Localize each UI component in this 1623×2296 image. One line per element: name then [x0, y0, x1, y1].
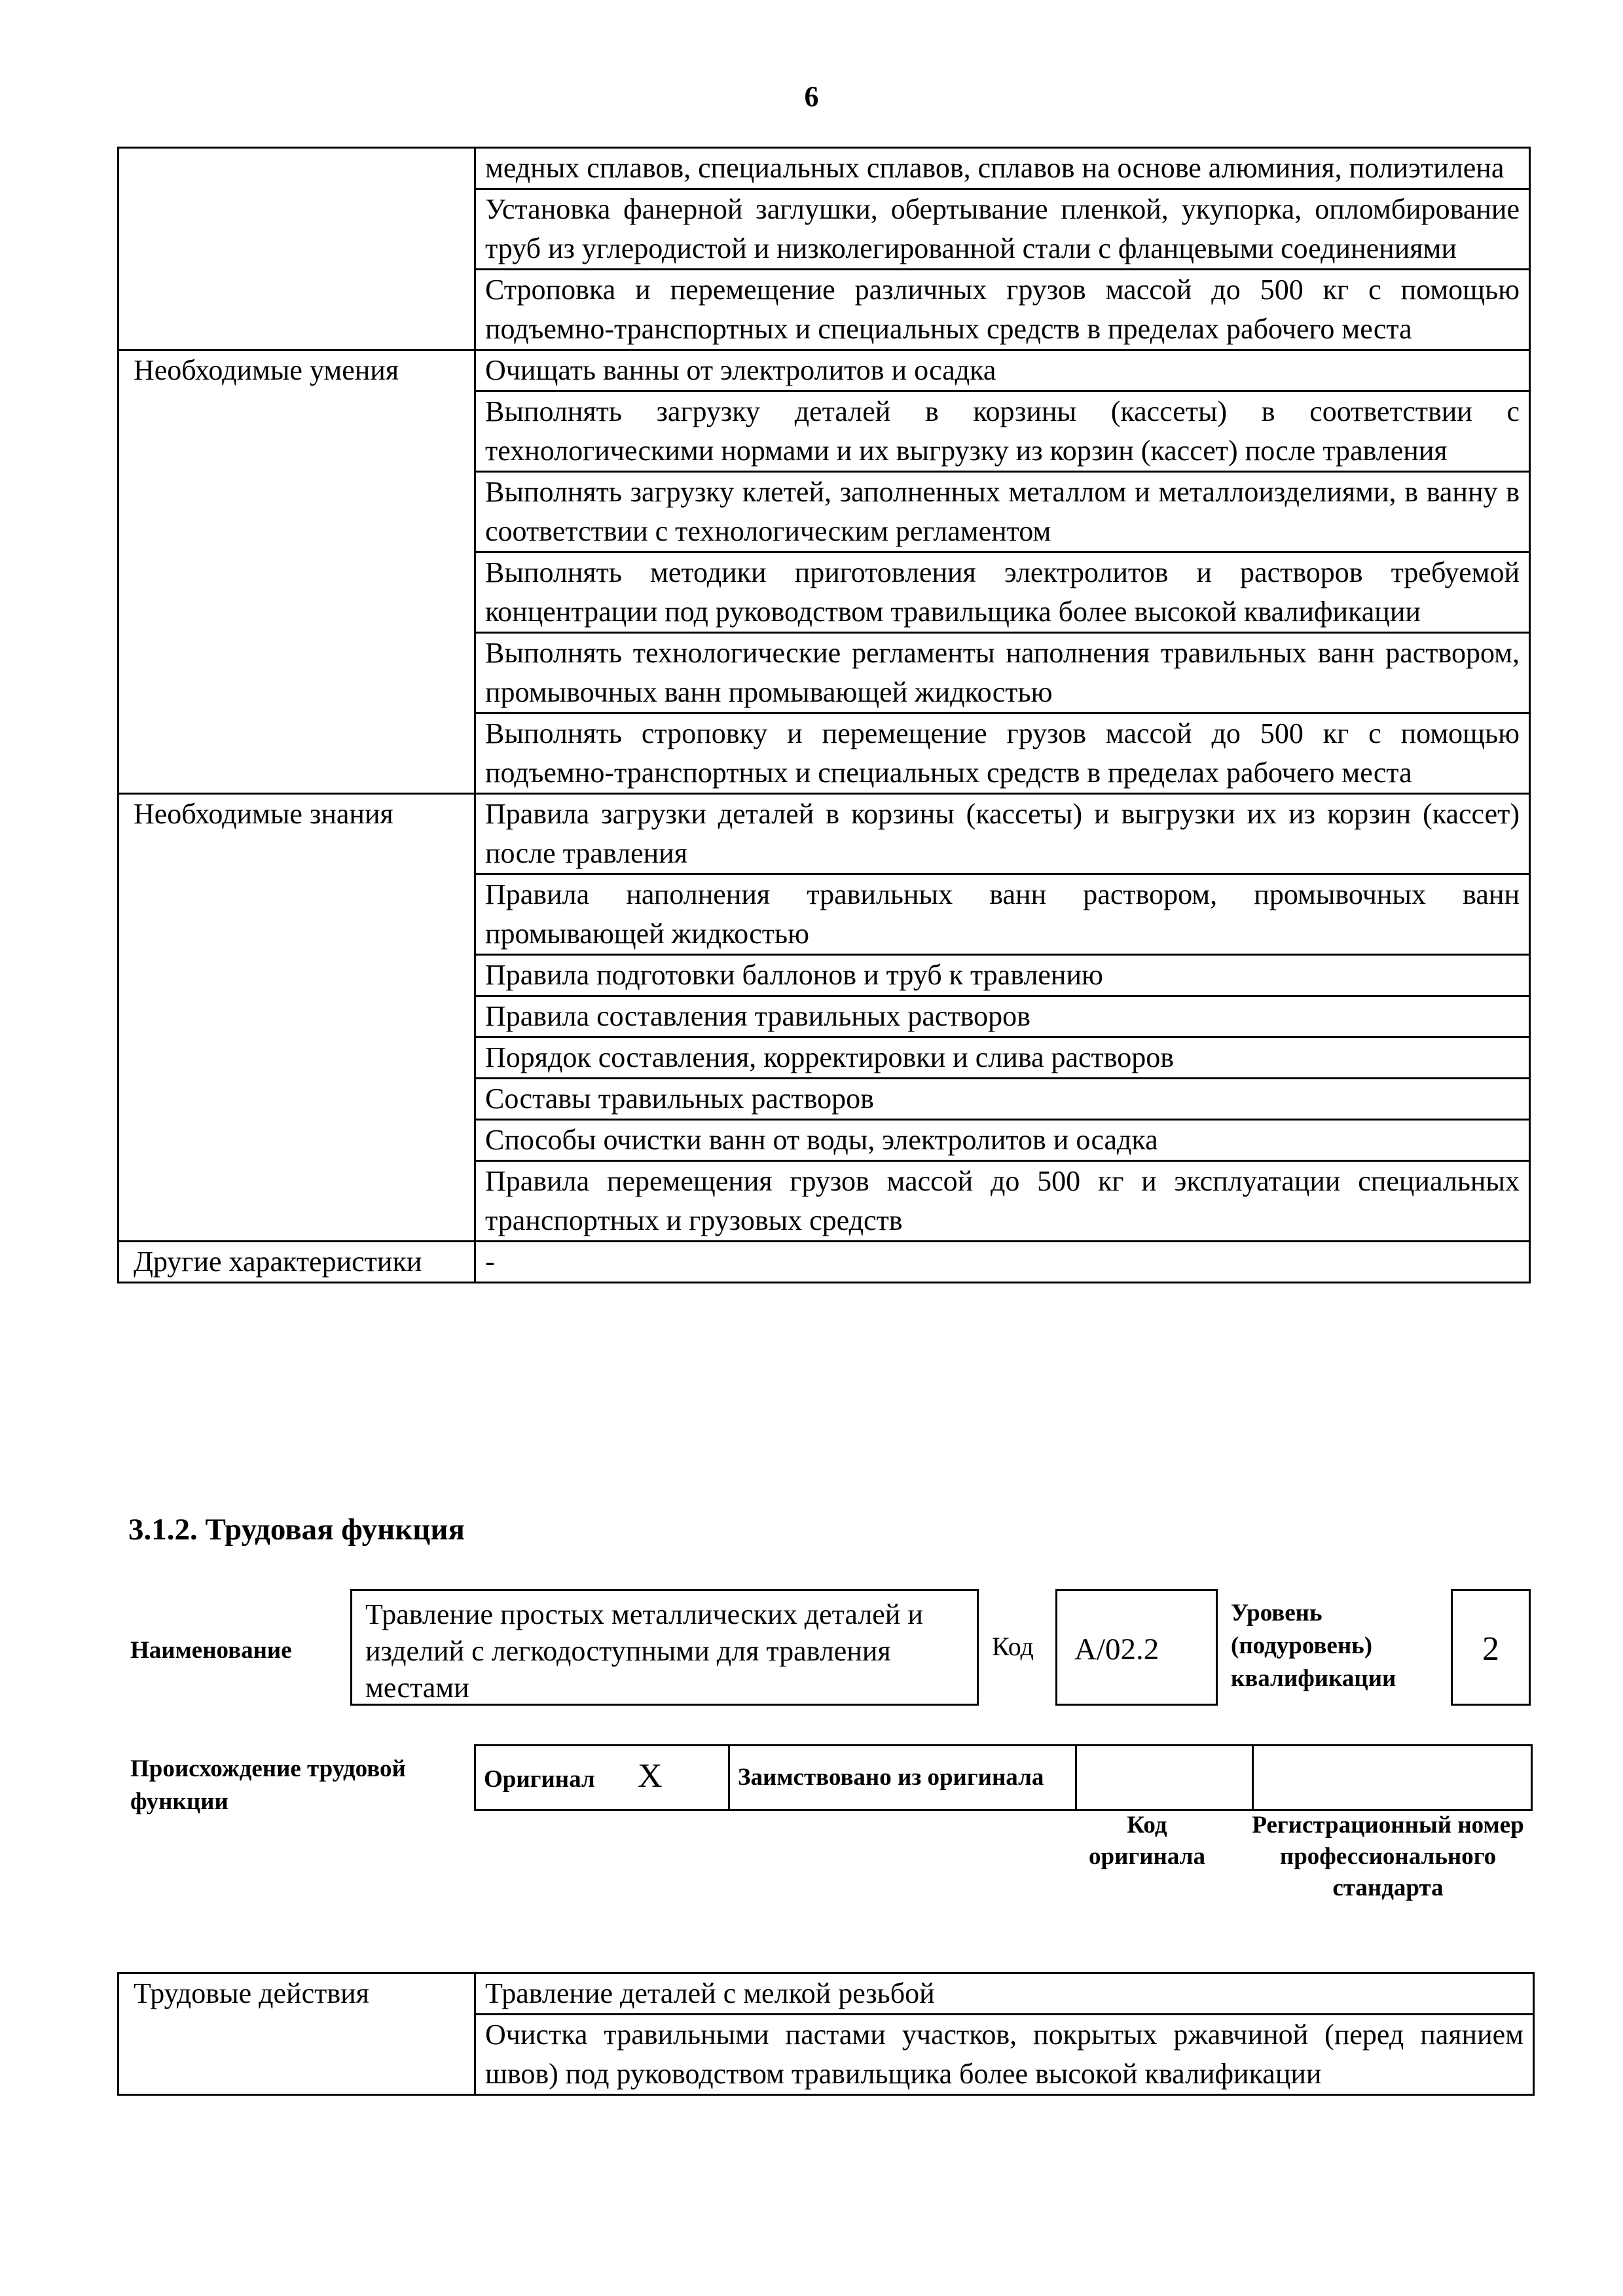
- level-box: 2: [1451, 1589, 1531, 1706]
- origin-borrowed-cell: Заимствовано из оригинала: [729, 1746, 1076, 1810]
- origin-mark: X: [637, 1757, 663, 1795]
- skills-knowledge-table: [117, 147, 1531, 1283]
- table-cell: Составы травильных растворов: [475, 1079, 1530, 1120]
- table-cell: Выполнять загрузку деталей в корзины (кассеты) в соответствии с технологическими нормами и их выгрузку из корзин (кассет) после травления: [475, 391, 1530, 472]
- table-cell: Очистка травильными пастами участков, покрытых ржавчиной (перед паянием швов) под руководством травильщика более высокой квалификации: [475, 2015, 1534, 2095]
- table-cell: Очищать ванны от электролитов и осадка: [475, 350, 1530, 391]
- origin-original-cell: [475, 1746, 729, 1810]
- function-code-box: A/02.2: [1055, 1589, 1218, 1706]
- table-row: [119, 1242, 1530, 1283]
- table-cell: Выполнять строповку и перемещение грузов массой до 500 кг с помощью подъемно-транспортных и специальных средств в пределах рабочего места: [475, 713, 1530, 794]
- other-label: Другие характеристики: [119, 1242, 475, 1283]
- table-cell: Установка фанерной заглушки, обертывание пленкой, укупорка, опломбирование труб из углеродистой и низколегированной стали с фланцевыми соединениями: [475, 189, 1530, 270]
- table-row: [119, 794, 1530, 874]
- table-cell: Способы очистки ванн от воды, электролитов и осадка: [475, 1120, 1530, 1161]
- table-cell: медных сплавов, специальных сплавов, сплавов на основе алюминия, полиэтилена: [475, 148, 1530, 189]
- table-cell: Правила загрузки деталей в корзины (кассеты) и выгрузки их из корзин (кассет) после травления: [475, 794, 1530, 874]
- table-cell: Травление деталей с мелкой резьбой: [475, 1973, 1534, 2015]
- function-name-box: Травление простых металлических деталей и изделий с легкодоступными для травления местами: [350, 1589, 979, 1706]
- origin-code-cell: [1076, 1746, 1253, 1810]
- actions-label: Трудовые действия: [119, 1973, 475, 2095]
- code-label: Код: [992, 1632, 1034, 1661]
- name-label: Наименование: [130, 1637, 292, 1664]
- table-cell: Правила составления травильных растворов: [475, 996, 1530, 1037]
- table-row: [475, 1746, 1532, 1810]
- table-cell: Порядок составления, корректировки и слива растворов: [475, 1037, 1530, 1079]
- page-number: 6: [804, 81, 819, 113]
- table-cell: Строповка и перемещение различных грузов массой до 500 кг с помощью подъемно-транспортных и специальных средств в пределах рабочего места: [475, 270, 1530, 350]
- labor-actions-table: [117, 1972, 1535, 2096]
- origin-label: Происхождение трудовой функции: [130, 1755, 406, 1815]
- empty-label-cell: [119, 148, 475, 350]
- table-cell: Выполнять загрузку клетей, заполненных металлом и металлоизделиями, в ванну в соответствии с технологическим регламентом: [475, 472, 1530, 552]
- table-cell: Выполнять методики приготовления электролитов и растворов требуемой концентрации под руководством травильщика более высокой квалификации: [475, 552, 1530, 633]
- section-title: 3.1.2. Трудовая функция: [128, 1513, 465, 1547]
- origin-table: [474, 1744, 1533, 1811]
- level-label: Уровень (подуровень) квалификации: [1231, 1600, 1396, 1692]
- knowledge-label: Необходимые знания: [119, 794, 475, 1242]
- table-cell: Правила перемещения грузов массой до 500 кг и эксплуатации специальных транспортных и грузовых средств: [475, 1161, 1530, 1242]
- other-value: -: [475, 1242, 1530, 1283]
- table-row: [119, 350, 1530, 391]
- table-cell: Правила подготовки баллонов и труб к травлению: [475, 955, 1530, 996]
- origin-original-label: Оригинал: [484, 1765, 595, 1793]
- table-row: [119, 1973, 1534, 2015]
- origin-reg-cell: [1253, 1746, 1532, 1810]
- table-cell: Выполнять технологические регламенты наполнения травильных ванн раствором, промывочных ванн промывающей жидкостью: [475, 633, 1530, 713]
- skills-label: Необходимые умения: [119, 350, 475, 794]
- caption-reg-number: Регистрационный номер профессионального стандарта: [1252, 1812, 1524, 1901]
- caption-code: Код оригинала: [1089, 1812, 1205, 1870]
- table-row: [119, 148, 1530, 189]
- table-cell: Правила наполнения травильных ванн раствором, промывочных ванн промывающей жидкостью: [475, 874, 1530, 955]
